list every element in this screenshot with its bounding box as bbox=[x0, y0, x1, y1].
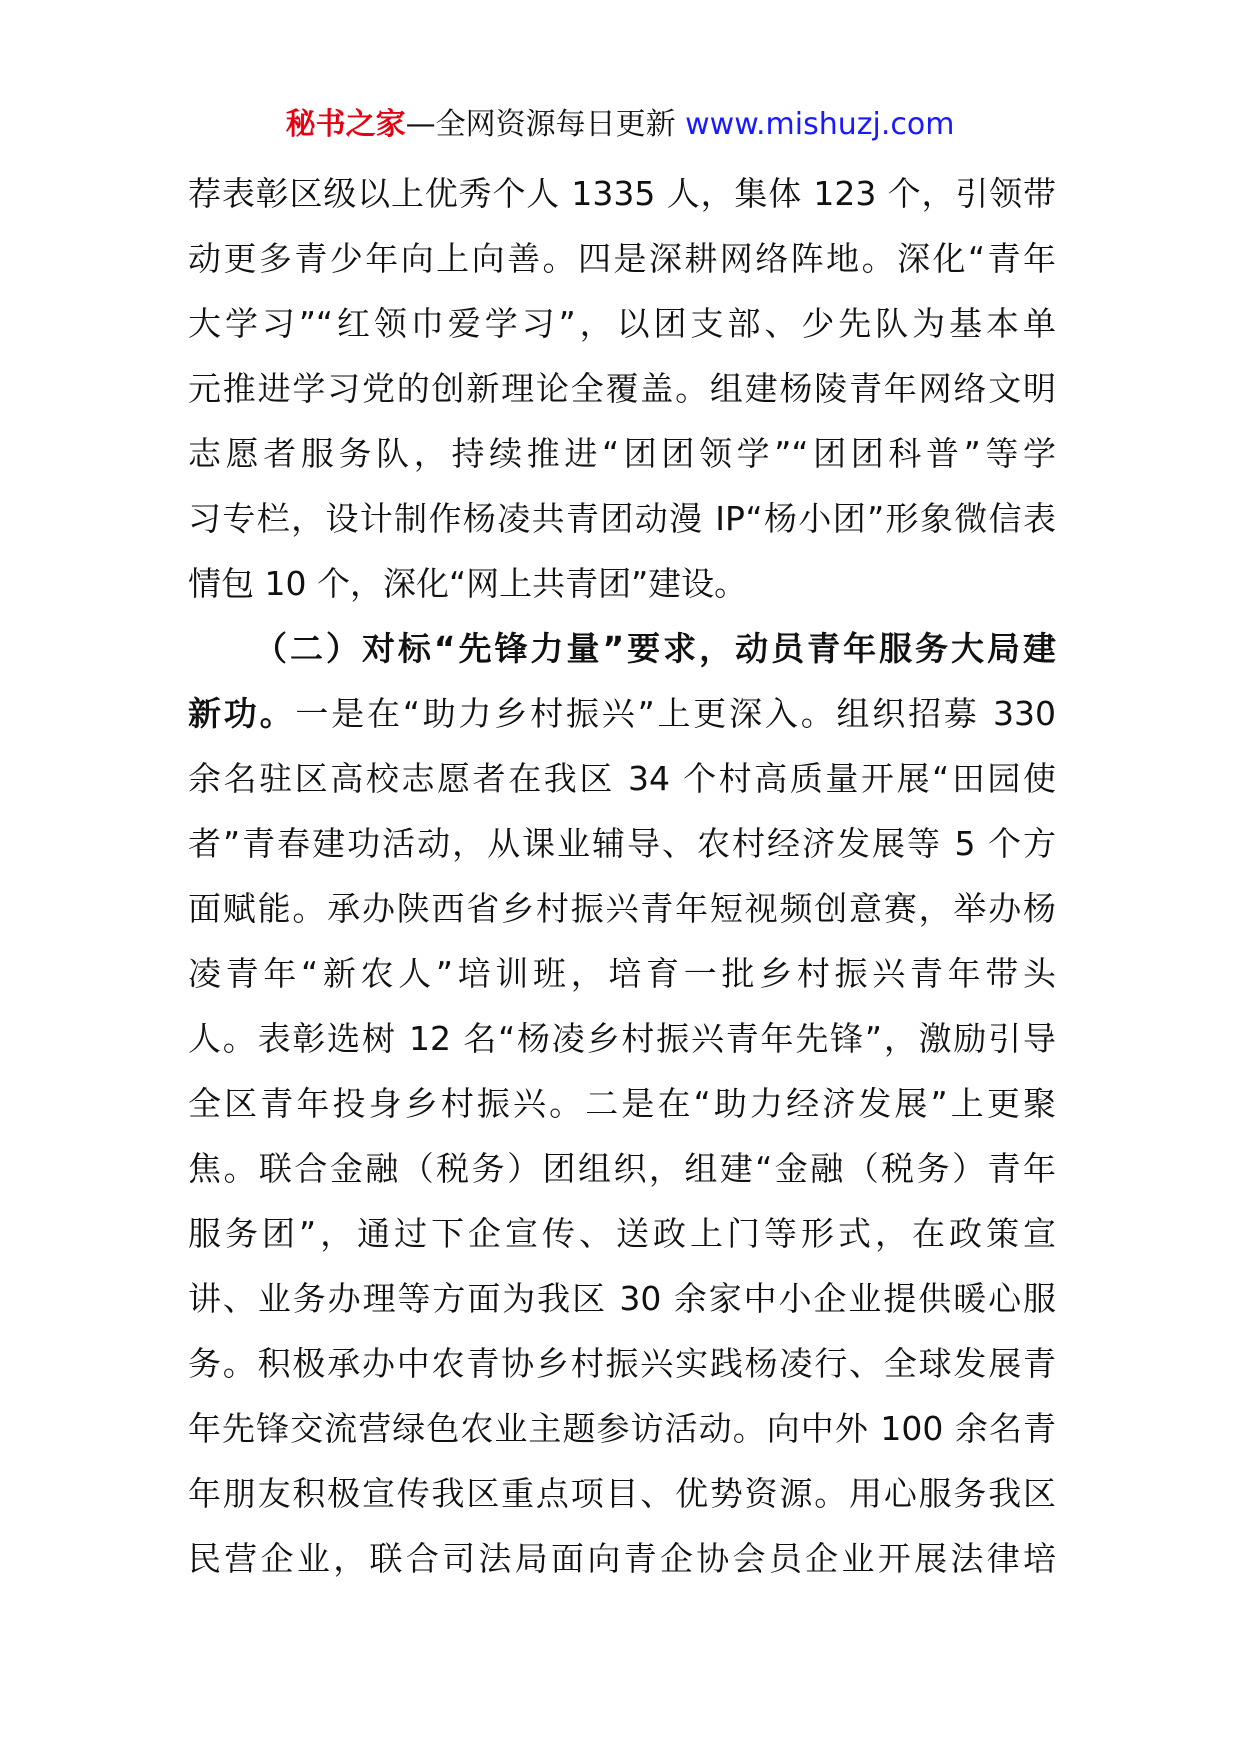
paragraph-line: 元推进学习党的创新理论全覆盖。组建杨陵青年网络文明 bbox=[188, 369, 1056, 408]
paragraph-line: 面赋能。承办陕西省乡村振兴青年短视频创意赛，举办杨 bbox=[188, 889, 1056, 928]
paragraph-line: 民营企业，联合司法局面向青企协会员企业开展法律培 bbox=[188, 1539, 1056, 1578]
paragraph-line: 年先锋交流营绿色农业主题参访活动。向中外 100 余名青 bbox=[188, 1409, 1056, 1448]
paragraph-line: 习专栏，设计制作杨凌共青团动漫 IP“杨小团”形象微信表 bbox=[188, 499, 1056, 538]
page-header bbox=[0, 104, 1240, 146]
paragraph-line: 荐表彰区级以上优秀个人 1335 人，集体 123 个，引领带 bbox=[188, 174, 1056, 213]
document-body bbox=[188, 161, 1056, 1591]
paragraph-line: 人。表彰选树 12 名“杨凌乡村振兴青年先锋”，激励引导 bbox=[188, 1019, 1056, 1058]
paragraph-line: 大学习”“红领巾爱学习”，以团支部、少先队为基本单 bbox=[188, 304, 1056, 343]
paragraph-text: 一是在“助力乡村振兴”上更深入。组织招募 330 bbox=[295, 694, 1057, 733]
paragraph-line: 动更多青少年向上向善。四是深耕网络阵地。深化“青年 bbox=[188, 239, 1056, 278]
paragraph-line: 务。积极承办中农青协乡村振兴实践杨凌行、全球发展青 bbox=[188, 1344, 1056, 1383]
section-heading-end: 新功。 bbox=[188, 694, 296, 733]
paragraph-line: 全区青年投身乡村振兴。二是在“助力经济发展”上更聚 bbox=[188, 1084, 1056, 1123]
paragraph-line: 余名驻区高校志愿者在我区 34 个村高质量开展“田园使 bbox=[188, 759, 1056, 798]
header-url-link[interactable]: www.mishuzj.com bbox=[685, 107, 955, 142]
paragraph-line: 志愿者服务队，持续推进“团团领学”“团团科普”等学 bbox=[188, 434, 1056, 473]
paragraph-line: 情包 10 个，深化“网上共青团”建设。 bbox=[188, 564, 748, 603]
section-heading-continuation bbox=[188, 681, 1056, 746]
paragraph-line: 者”青春建功活动，从课业辅导、农村经济发展等 5 个方 bbox=[188, 824, 1056, 863]
header-tagline: —全网资源每日更新 bbox=[405, 107, 686, 142]
paragraph-line: 服务团”，通过下企宣传、送政上门等形式，在政策宣 bbox=[188, 1214, 1056, 1253]
paragraph-line: 年朋友积极宣传我区重点项目、优势资源。用心服务我区 bbox=[188, 1474, 1056, 1513]
paragraph-line: 焦。联合金融（税务）团组织，组建“金融（税务）青年 bbox=[188, 1149, 1056, 1188]
header-brand: 秘书之家 bbox=[285, 107, 406, 142]
section-heading: （二）对标“先锋力量”要求，动员青年服务大局建 bbox=[254, 629, 1056, 668]
paragraph-line: 讲、业务办理等方面为我区 30 余家中小企业提供暖心服 bbox=[188, 1279, 1056, 1318]
paragraph-line: 凌青年“新农人”培训班，培育一批乡村振兴青年带头 bbox=[188, 954, 1056, 993]
